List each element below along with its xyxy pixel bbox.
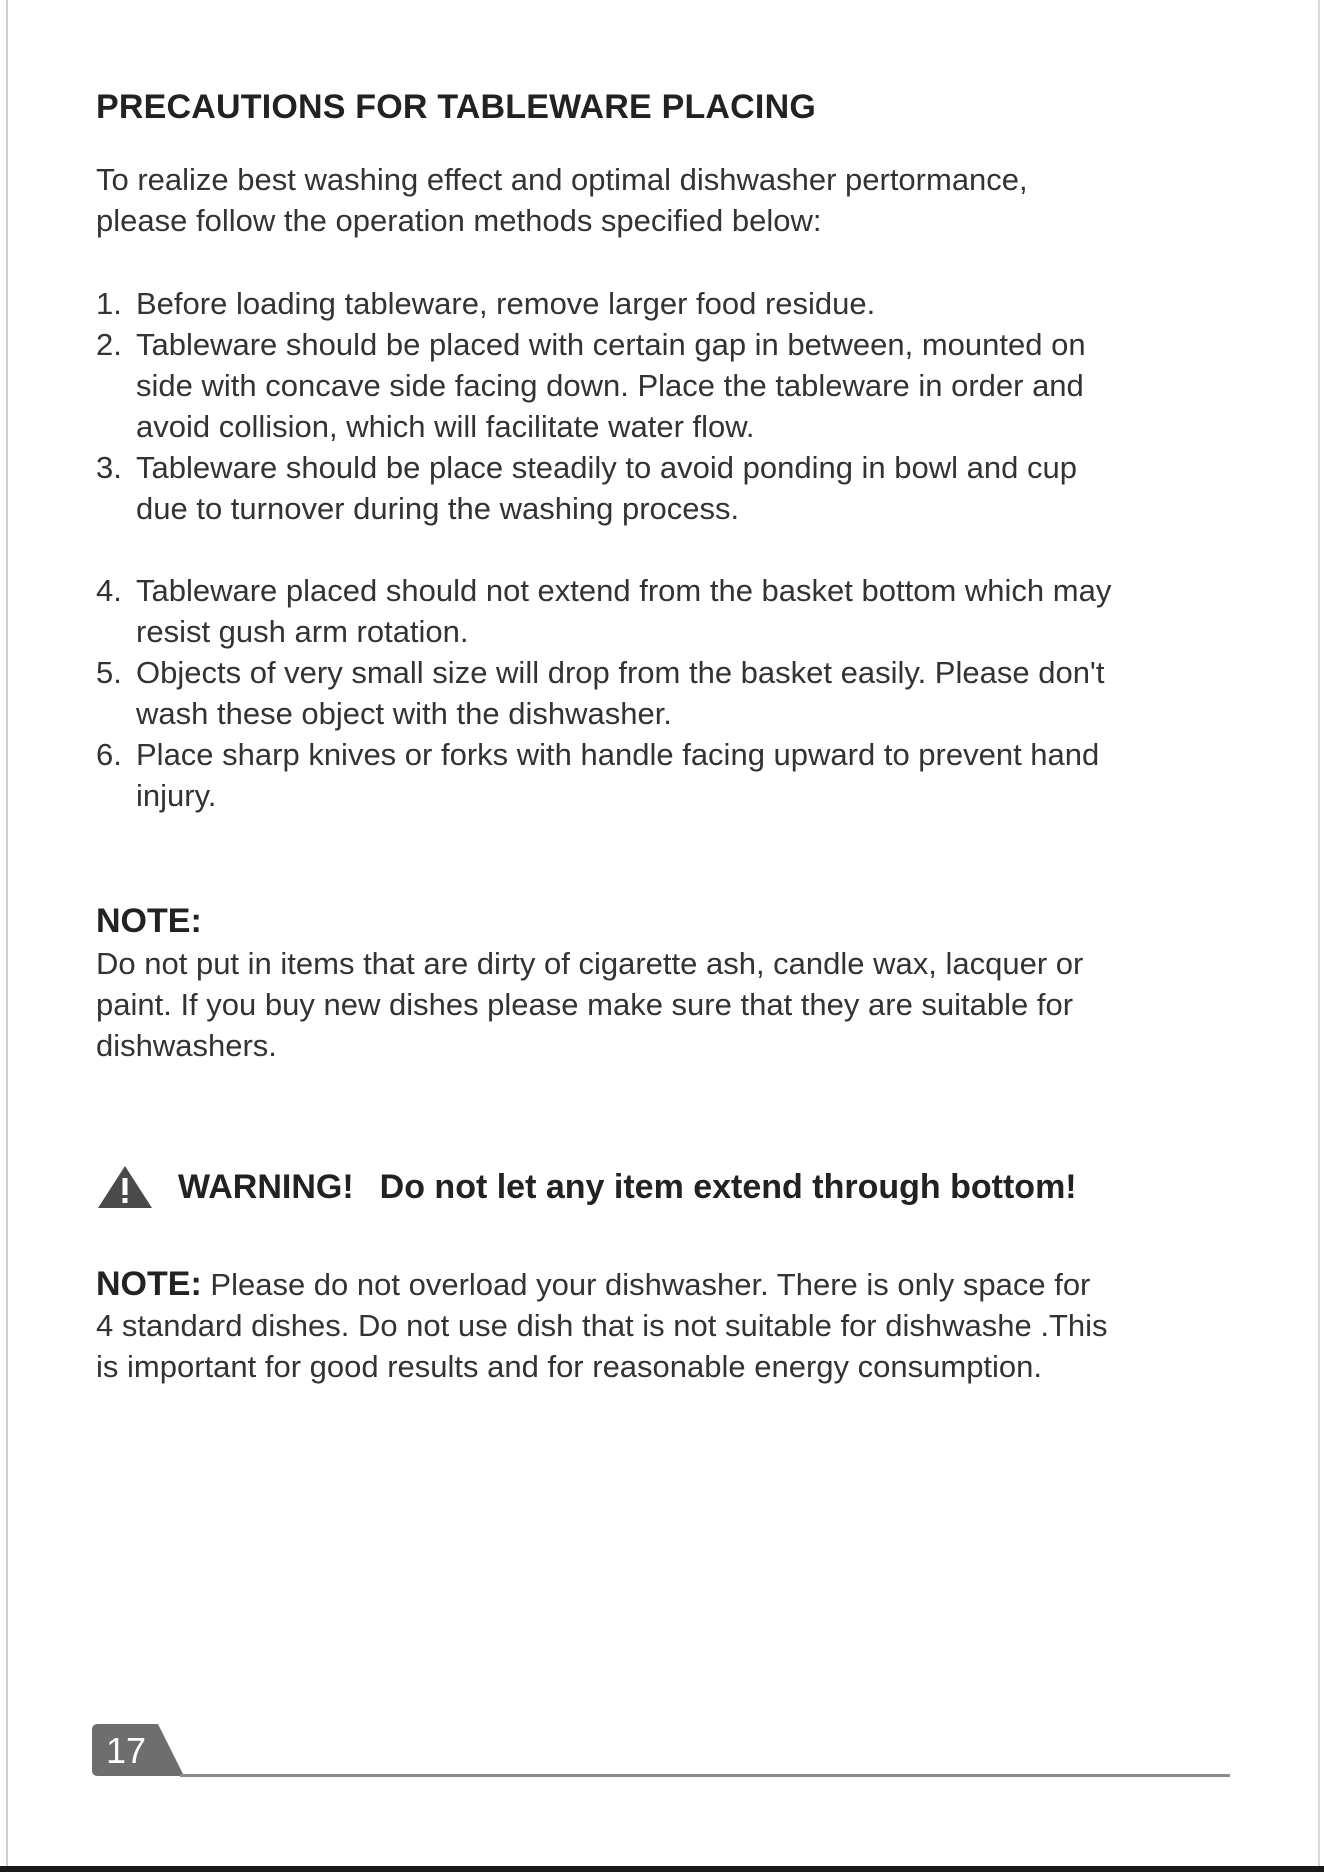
note-line: Do not put in items that are dirty of cigarette ash, candle wax, lacquer or (96, 946, 1084, 981)
page-edge-right (1318, 0, 1320, 1872)
overload-note (96, 1264, 1236, 1387)
warning-label: WARNING! (178, 1167, 354, 1206)
step-number: 5. (96, 655, 122, 690)
step-item (96, 652, 1236, 734)
warning-banner (96, 1164, 1236, 1210)
step-line: Objects of very small size will drop from the basket easily. Please don't (136, 655, 1105, 690)
step-line: Tableware placed should not extend from the basket bottom which may (136, 573, 1112, 608)
note-line: dishwashers. (96, 1028, 277, 1063)
steps-list (96, 283, 1236, 816)
page-title: PRECAUTIONS FOR TABLEWARE PLACING (96, 88, 816, 126)
step-line: resist gush arm rotation. (136, 614, 469, 649)
step-text (136, 734, 1236, 816)
step-line: due to turnover during the washing process. (136, 491, 740, 526)
step-number: 1. (96, 286, 122, 321)
step-text (136, 570, 1236, 652)
warning-text: Do not let any item extend through bottom! (379, 1167, 1077, 1206)
note2-label: NOTE: (96, 1265, 202, 1303)
intro-line: please follow the operation methods specified below: (96, 203, 822, 238)
page-content (96, 88, 1236, 1387)
step-line: side with concave side facing down. Place the tableware in order and (136, 368, 1084, 403)
note-line: paint. If you buy new dishes please make sure that they are suitable for (96, 987, 1074, 1022)
step-item (96, 324, 1236, 447)
intro-paragraph (96, 159, 1236, 241)
page-edge-left (6, 0, 8, 1872)
page-edge-bottom (0, 1866, 1324, 1872)
note-body (96, 943, 1236, 1066)
note2-line: is important for good results and for reasonable energy consumption. (96, 1349, 1043, 1384)
page-footer (92, 1724, 1230, 1778)
warning-triangle-icon (96, 1164, 154, 1210)
note2-line-text: Please do not overload your dishwasher. There is only space for (201, 1267, 1091, 1302)
step-text (136, 283, 1236, 324)
step-line: Place sharp knives or forks with handle facing upward to prevent hand (136, 737, 1100, 772)
step-item (96, 570, 1236, 652)
step-line: avoid collision, which will facilitate water flow. (136, 409, 755, 444)
step-line: wash these object with the dishwasher. (136, 696, 672, 731)
step-line: Tableware should be placed with certain gap in between, mounted on (136, 327, 1086, 362)
footer-rule (180, 1774, 1230, 1777)
step-item (96, 283, 1236, 324)
step-item (96, 734, 1236, 816)
step-number: 3. (96, 450, 122, 485)
note-title: NOTE: (96, 902, 202, 940)
step-number: 4. (96, 573, 122, 608)
step-line: Before loading tableware, remove larger food residue. (136, 286, 876, 321)
page-number: 17 (106, 1730, 147, 1771)
step-line: Tableware should be place steadily to avoid ponding in bowl and cup (136, 450, 1077, 485)
note2-line (96, 1264, 1236, 1305)
step-item (96, 447, 1236, 529)
step-text (136, 324, 1236, 447)
step-text (136, 447, 1236, 529)
step-line: injury. (136, 778, 217, 813)
step-text (136, 652, 1236, 734)
step-number: 6. (96, 737, 122, 772)
intro-line: To realize best washing effect and optimal dishwasher pertormance, (96, 162, 1028, 197)
note2-line: 4 standard dishes. Do not use dish that is not suitable for dishwashe .This (96, 1308, 1108, 1343)
step-number: 2. (96, 327, 122, 362)
